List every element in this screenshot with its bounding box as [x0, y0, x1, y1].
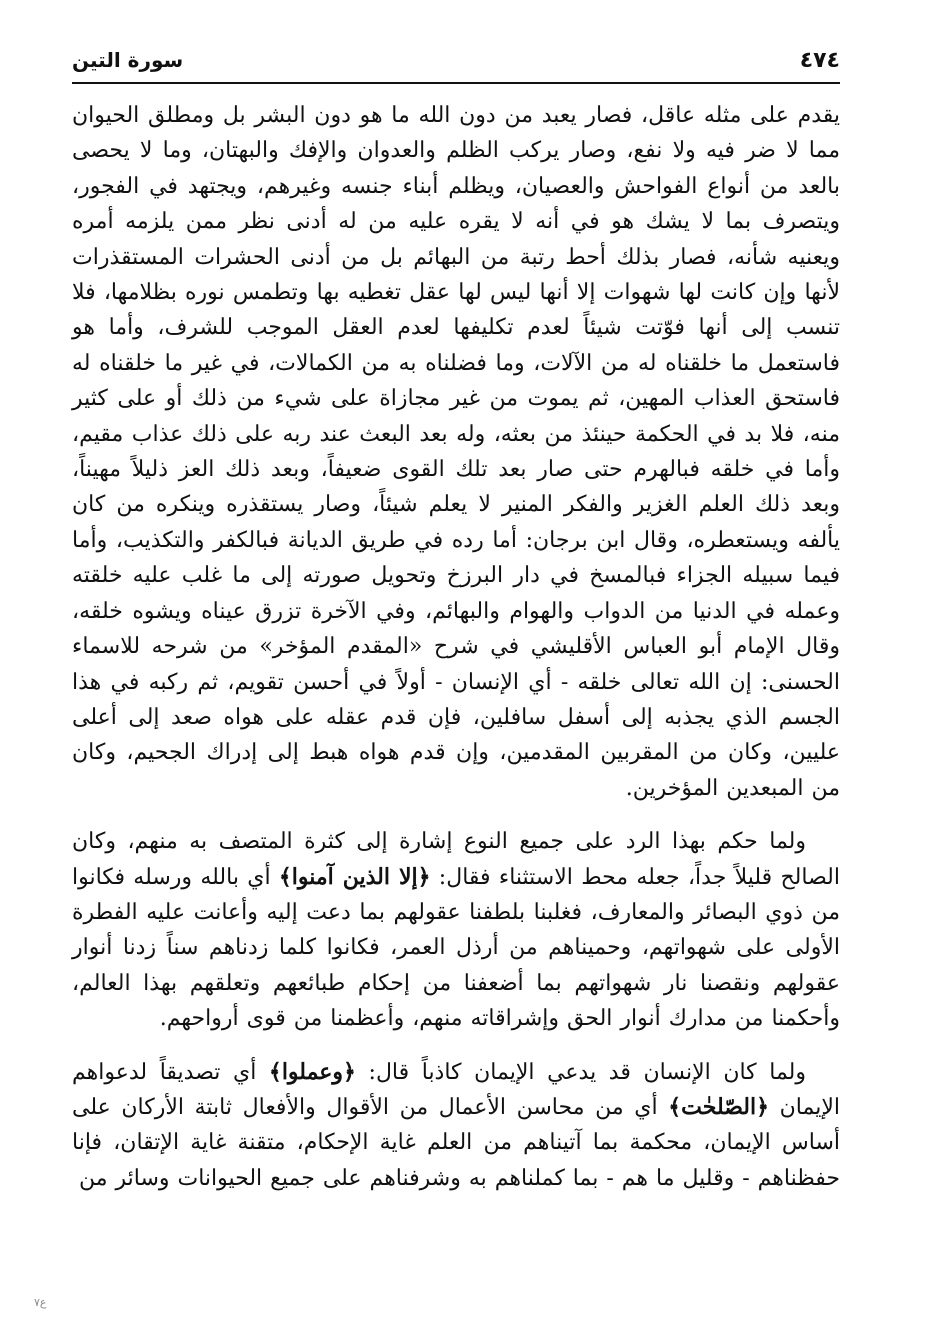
- page-number: ٤٧٤: [799, 48, 840, 73]
- margin-mark: ع٧: [34, 1296, 47, 1309]
- paragraph-1: يقدم على مثله عاقل، فصار يعبد من دون الله ما هو دون البشر بل ومطلق الحيوان مما لا ضر فيه ولا نفع، وصار يركب الظلم والعدوان والإفك والبهتان، وما لا يحصى بالعد من أنواع الفواحش والعصيان، ويظلم أبناء جنسه وغيرهم، ويجتهد في الفجور، ويتصرف بما لا يشك هو في أنه لا يقره عليه من له أدنى نظر ممن يلزمه أمره ويعنيه شأنه، فصار بذلك أحط رتبة من البهائم بل من أدنى الحشرات المستقذرات لأنها وإن كانت لها شهوات إلا أنها ليس لها عقل تغطيه بها وتطمس نوره بظلامها، فلا تنسب إلى أنها فوّتت شيئاً لعدم تكليفها لعدم العقل الموجب للشرف، وأما هو فاستعمل ما خلقناه له من الآلات، وما فضلناه به من الكمالات، في غير ما خلقناه له فاستحق العذاب المهين، ثم يموت من غير مجازاة على شيء من ذلك أو على كثير منه، فلا بد في الحكمة حينئذ من بعثه، وله بعد البعث عند ربه على ذلك عذاب مقيم، وأما في خلقه فبالهرم حتى صار بعد تلك القوى ضعيفاً، وبعد ذلك العز ذليلاً مهيناً، وبعد ذلك العلم الغزير والفكر المنير لا يعلم شيئاً، وصار يستقذره وينكره من كان يألفه ويستعطره، وقال ابن برجان: أما رده في طريق الديانة فبالكفر والتكذيب، وأما فيما سبيله الجزاء فبالمسخ في دار البرزخ وتحويل صورته إلى ما غلب عليه خلقته وعمله في الدنيا من الدواب والهوام والبهائم، وفي الآخرة تزرق عيناه ويشوه خلقه، وقال الإمام أبو العباس الأقليشي في شرح «المقدم المؤخر» من شرحه للاسماء الحسنى: إن الله تعالى خلقه - أي الإنسان - أولاً في أحسن تقويم، ثم ركبه في هذا الجسم الذي يجذبه إلى أسفل سافلين، فإن قدم عقله على هواه صعد إلى أعلى عليين، وكان من المقربين المقدمين، وإن قدم هواه هبط إلى إدراك الجحيم، وكان من المبعدين المؤخرين.: [72, 103, 840, 801]
- paragraph-3-body: أي من محاسن الأعمال من الأقوال والأفعال ثابتة الأركان على أساس الإيمان، محكمة بما آتيناهم من العلم غاية الإحكام، متقنة غاية الإتقان، فإنا حفظناهم - وقليل ما هم - بما كملناهم به وشرفناهم على جميع الحيوانات وسائر من: [72, 1094, 840, 1191]
- paragraph-3-intro: ولما كان الإنسان قد يدعي الإيمان كاذباً قال:: [355, 1059, 806, 1085]
- surah-title: سورة التين: [72, 48, 184, 72]
- paragraph-2: [72, 824, 840, 1036]
- quran-quote-wa-amilu: ﴿وعملوا﴾: [268, 1058, 356, 1085]
- page-header: [72, 42, 840, 84]
- paragraph-3-middle: أي تصديقاً لدعواهم الإيمان: [72, 1059, 841, 1120]
- quran-quote-as-salihat: ﴿الصّلحٰت﴾: [668, 1093, 770, 1120]
- body-text: [72, 98, 840, 1196]
- paragraph-2-body: أي بالله ورسله فكانوا من ذوي البصائر والمعارف، فغلبنا بلطفنا عقولهم بما دعت إليه وأعانت عليه الفطرة الأولى على شهواتهم، وحميناهم من أرذل العمر، فكانوا كلما زدناهم سناً زدنا أنوار عقولهم ونقصنا نار شهواتهم بما أضعفنا من إحكام طبائعهم وتعلقهم بهذا العالم، وأحكمنا من مدارك أنوار الحق وإشراقاته منهم، وأعظمنا من قوى أرواحهم.: [72, 864, 840, 1032]
- quran-quote-illa-alladhina-amanu: ﴿إلا الذين آمنوا﴾: [278, 863, 431, 890]
- paragraph-3: [72, 1055, 840, 1197]
- paragraph-2-intro: ولما حكم بهذا الرد على جميع النوع إشارة إلى كثرة المتصف به منهم، وكان الصالح قليلاً جداً، جعله محط الاستثناء فقال:: [72, 829, 840, 890]
